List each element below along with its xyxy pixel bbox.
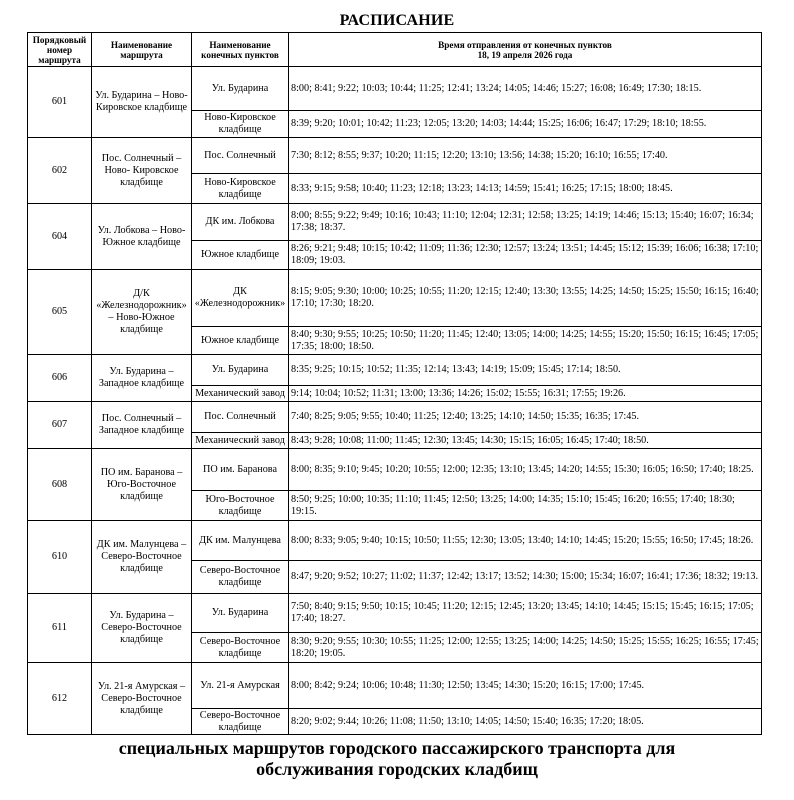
table-row [28,270,762,327]
departure-times: 8:15; 9:05; 9:30; 10:00; 10:25; 10:55; 11:20; 12:15; 12:40; 13:30; 13:55; 14:25; 14:50; 15:25; 15:50; 16:15; 16:40; 17:10; 17:30; 18:20. [289,270,762,327]
terminal-point: Пос. Солнечный [192,402,289,433]
schedule-table [27,32,762,735]
route-number: 602 [28,138,92,204]
header-departure [289,33,762,67]
departure-times: 8:35; 9:25; 10:15; 10:52; 11:35; 12:14; 13:43; 14:19; 15:09; 15:45; 17:14; 18:50. [289,355,762,386]
route-name: ДК им. Малунцева – Северо-Восточное кладбище [92,521,192,594]
route-number: 611 [28,594,92,663]
table-row [28,67,762,111]
header-departure-title: Время отправления от конечных пунктов [438,39,612,50]
route-name: Д/К «Железнодорожник» – Ново-Южное кладбище [92,270,192,355]
table-row [28,449,762,491]
route-name: Ул. Бударина – Северо-Восточное кладбище [92,594,192,663]
departure-times: 8:00; 8:55; 9:22; 9:49; 10:16; 10:43; 11:10; 12:04; 12:31; 12:58; 13:25; 14:19; 14:46; 15:13; 15:40; 16:07; 16:34; 17:38; 18:37. [289,204,762,241]
departure-times: 7:40; 8:25; 9:05; 9:55; 10:40; 11:25; 12:40; 13:25; 14:10; 14:50; 15:35; 16:35; 17:45. [289,402,762,433]
table-row [28,594,762,633]
table-row [28,204,762,241]
terminal-point: Механический завод [192,386,289,402]
departure-times: 8:47; 9:20; 9:52; 10:27; 11:02; 11:37; 12:42; 13:17; 13:52; 14:30; 15:00; 15:34; 16:07; 16:41; 17:36; 18:32; 19:13. [289,561,762,594]
terminal-point: Северо-Восточное кладбище [192,633,289,663]
departure-times: 8:33; 9:15; 9:58; 10:40; 11:23; 12:18; 13:23; 14:13; 14:59; 15:41; 16:25; 17:15; 18:00; 18:45. [289,174,762,204]
departure-times: 8:20; 9:02; 9:44; 10:26; 11:08; 11:50; 13:10; 14:05; 14:50; 15:40; 16:35; 17:20; 18:05. [289,709,762,735]
terminal-point: Ново-Кировское кладбище [192,174,289,204]
route-name: Ул. Бударина – Ново-Кировское кладбище [92,67,192,138]
departure-times: 7:30; 8:12; 8:55; 9:37; 10:20; 11:15; 12:20; 13:10; 13:56; 14:38; 15:20; 16:10; 16:55; 17:40. [289,138,762,174]
terminal-point: Северо-Восточное кладбище [192,709,289,735]
footer-line-1: специальных маршрутов городского пассажирского транспорта для [118,738,676,758]
route-name: Пос. Солнечный – Ново- Кировское кладбище [92,138,192,204]
terminal-point: ДК «Железнодорожник» [192,270,289,327]
table-header-row [28,33,762,67]
terminal-point: Южное кладбище [192,327,289,355]
route-number: 601 [28,67,92,138]
terminal-point: ДК им. Малунцева [192,521,289,561]
departure-times: 8:00; 8:33; 9:05; 9:40; 10:15; 10:50; 11:55; 12:30; 13:05; 13:40; 14:10; 14:45; 15:20; 15:55; 16:50; 17:45; 18:26. [289,521,762,561]
table-row [28,663,762,709]
departure-times: 7:50; 8:40; 9:15; 9:50; 10:15; 10:45; 11:20; 12:15; 12:45; 13:20; 13:45; 14:10; 14:45; 15:15; 15:45; 16:15; 17:05; 17:40; 18:27. [289,594,762,633]
footer-line-2: обслуживания городских кладбищ [256,759,538,779]
departure-times: 9:14; 10:04; 10:52; 11:31; 13:00; 13:36; 14:26; 15:02; 15:55; 16:31; 17:55; 19:26. [289,386,762,402]
route-number: 604 [28,204,92,270]
route-number: 612 [28,663,92,735]
route-name: Пос. Солнечный – Западное кладбище [92,402,192,449]
departure-times: 8:39; 9:20; 10:01; 10:42; 11:23; 12:05; 13:20; 14:03; 14:44; 15:25; 16:06; 16:47; 17:29; 18:10; 18:55. [289,111,762,138]
table-row [28,138,762,174]
table-row [28,521,762,561]
table-row [28,402,762,433]
terminal-point: Северо-Восточное кладбище [192,561,289,594]
terminal-point: Механический завод [192,433,289,449]
route-name: Ул. Бударина – Западное кладбище [92,355,192,402]
terminal-point: Южное кладбище [192,241,289,270]
terminal-point: Ул. Бударина [192,594,289,633]
route-number: 610 [28,521,92,594]
terminal-point: Ул. Бударина [192,67,289,111]
header-departure-date: 18, 19 апреля 2026 года [477,49,573,60]
route-name: Ул. 21-я Амурская – Северо-Восточное кладбище [92,663,192,735]
departure-times: 8:00; 8:42; 9:24; 10:06; 10:48; 11:30; 12:50; 13:45; 14:30; 15:20; 16:15; 17:00; 17:45. [289,663,762,709]
departure-times: 8:00; 8:41; 9:22; 10:03; 10:44; 11:25; 12:41; 13:24; 14:05; 14:46; 15:27; 16:08; 16:49; 17:30; 18:15. [289,67,762,111]
terminal-point: Пос. Солнечный [192,138,289,174]
footer-caption [0,738,794,780]
terminal-point: ПО им. Баранова [192,449,289,491]
route-number: 608 [28,449,92,521]
header-terminals: Наименование конечных пунктов [192,33,289,67]
terminal-point: Ул. 21-я Амурская [192,663,289,709]
header-route-number: Порядковый номер маршрута [28,33,92,67]
route-name: ПО им. Баранова – Юго-Восточное кладбище [92,449,192,521]
terminal-point: Ул. Бударина [192,355,289,386]
departure-times: 8:40; 9:30; 9:55; 10:25; 10:50; 11:20; 11:45; 12:40; 13:05; 14:00; 14:25; 14:55; 15:20; 15:50; 16:15; 16:45; 17:05; 17:35; 18:00; 18:50. [289,327,762,355]
route-name: Ул. Лобкова – Ново-Южное кладбище [92,204,192,270]
route-number: 607 [28,402,92,449]
terminal-point: Ново-Кировское кладбище [192,111,289,138]
departure-times: 8:26; 9:21; 9:48; 10:15; 10:42; 11:09; 11:36; 12:30; 12:57; 13:24; 13:51; 14:45; 15:12; 15:39; 16:06; 16:38; 17:10; 18:09; 19:03. [289,241,762,270]
page-title: РАСПИСАНИЕ [339,12,455,29]
header-route-name: Наименование маршрута [92,33,192,67]
terminal-point: Юго-Восточное кладбище [192,491,289,521]
terminal-point: ДК им. Лобкова [192,204,289,241]
departure-times: 8:50; 9:25; 10:00; 10:35; 11:10; 11:45; 12:50; 13:25; 14:00; 14:35; 15:10; 15:45; 16:20; 16:55; 17:40; 18:30; 19:15. [289,491,762,521]
route-number: 605 [28,270,92,355]
table-row [28,355,762,386]
departure-times: 8:00; 8:35; 9:10; 9:45; 10:20; 10:55; 12:00; 12:35; 13:10; 13:45; 14:20; 14:55; 15:30; 16:05; 16:50; 17:40; 18:25. [289,449,762,491]
route-number: 606 [28,355,92,402]
departure-times: 8:43; 9:28; 10:08; 11:00; 11:45; 12:30; 13:45; 14:30; 15:15; 16:05; 16:45; 17:40; 18:50. [289,433,762,449]
departure-times: 8:30; 9:20; 9:55; 10:30; 10:55; 11:25; 12:00; 12:55; 13:25; 14:00; 14:25; 14:50; 15:25; 15:55; 16:25; 16:55; 17:45; 18:20; 19:05. [289,633,762,663]
